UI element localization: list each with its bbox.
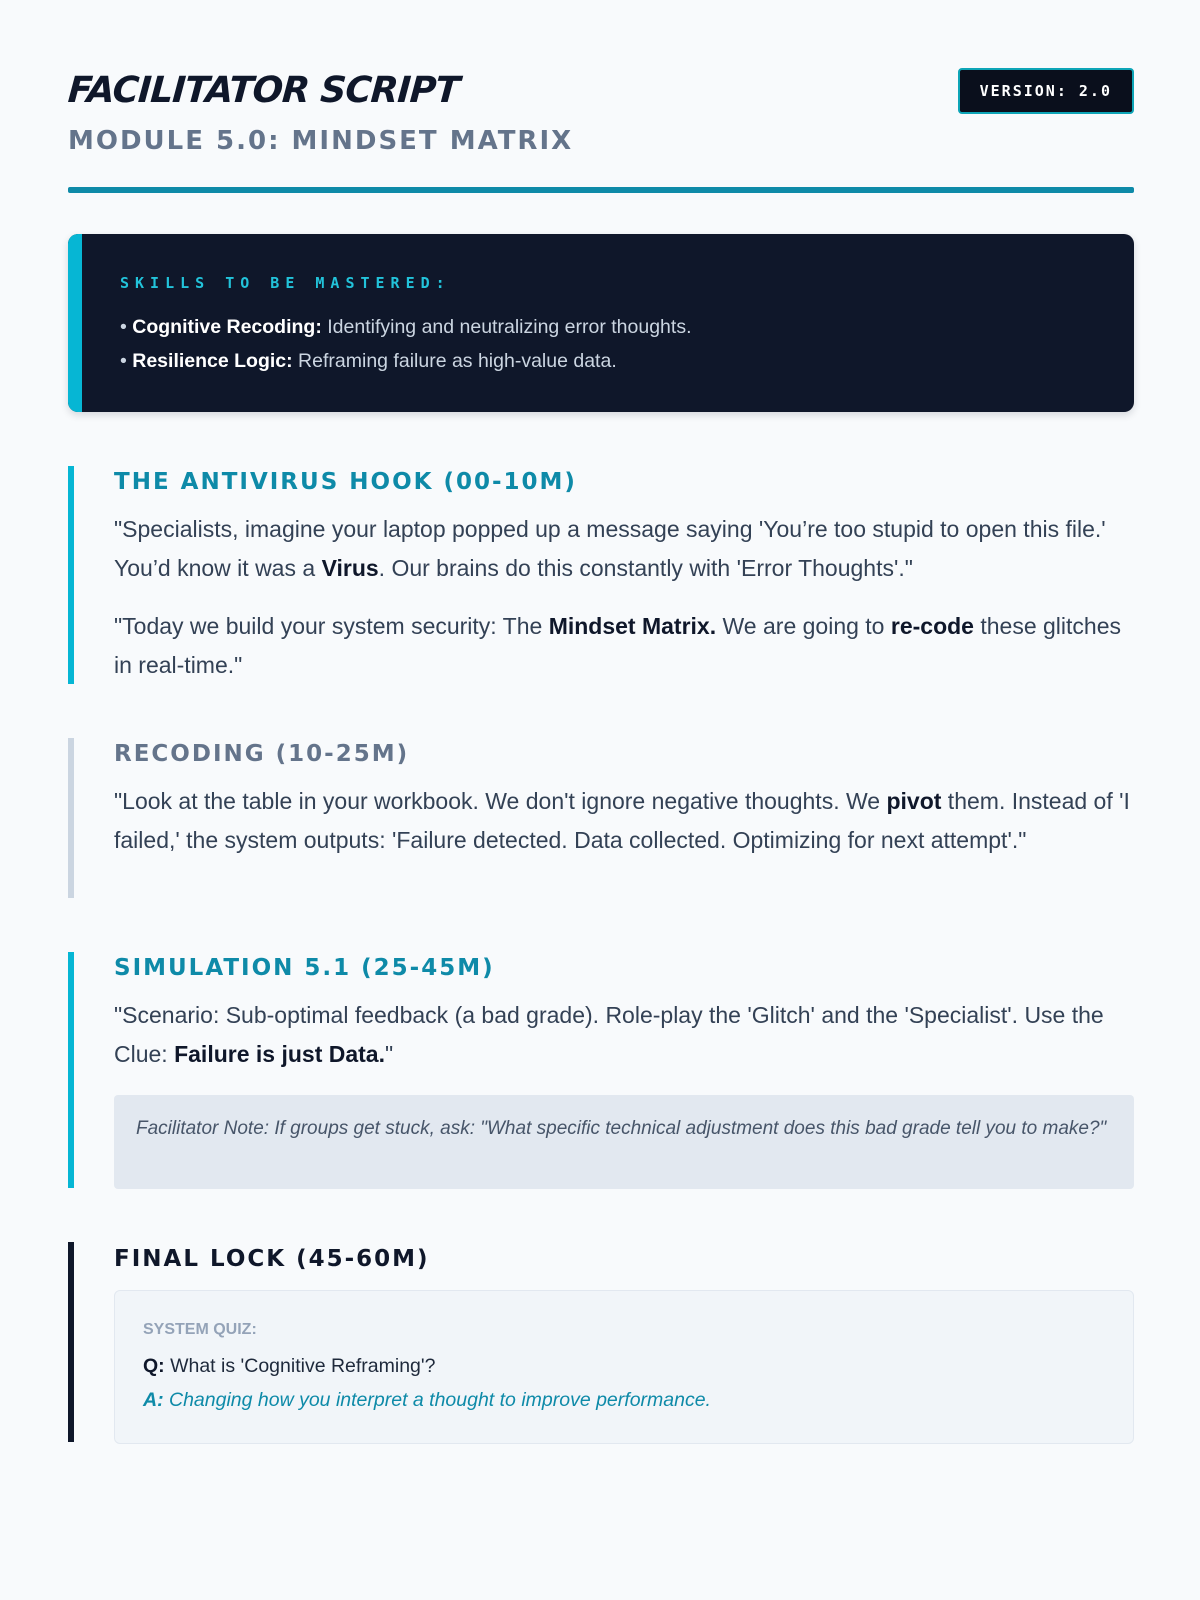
skills-panel: [68, 234, 1134, 412]
text-run: ": [385, 1040, 394, 1067]
section-simulation: [68, 952, 1134, 1188]
script-paragraph: [114, 607, 1134, 684]
quiz-label: SYSTEM QUIZ:: [143, 1321, 257, 1338]
question-prefix: Q:: [143, 1355, 165, 1377]
section-antivirus-hook: [68, 466, 1134, 684]
skills-accent-bar: [68, 234, 82, 412]
section-heading: SIMULATION 5.1 (25-45M): [114, 955, 495, 981]
section-recoding: [68, 738, 1134, 898]
skill-description: Reframing failure as high-value data.: [292, 350, 617, 372]
section-accent-bar: [68, 738, 74, 898]
text-run: "Look at the table in your workbook. We don't ignore negative thoughts. We: [114, 788, 887, 814]
question-text: What is 'Cognitive Reframing'?: [164, 1355, 436, 1377]
version-badge: VERSION: 2.0: [958, 68, 1134, 114]
section-accent-bar: [68, 466, 74, 684]
skills-heading: SKILLS TO BE MASTERED:: [120, 274, 451, 292]
bullet: •: [120, 316, 127, 338]
answer-text: Changing how you interpret a thought to improve performance.: [163, 1389, 711, 1411]
section-final-lock: [68, 1242, 1134, 1442]
document-title: FACILITATOR SCRIPT: [66, 70, 461, 111]
text-run: . Our brains do this constantly with 'Error Thoughts'.": [378, 554, 913, 581]
skill-term: Resilience Logic:: [132, 350, 293, 372]
skill-term: Cognitive Recoding:: [132, 316, 322, 338]
section-heading: FINAL LOCK (45-60M): [114, 1246, 430, 1272]
text-run: them. Instead of 'I failed,' the system outputs: 'Failure detected. Data collected. Optimizing for next attempt'.": [114, 788, 1130, 853]
emphasis: pivot: [886, 788, 942, 814]
script-paragraph: [114, 996, 1134, 1073]
emphasis: Virus: [321, 554, 379, 581]
page: [66, 0, 1134, 1411]
header-divider: [68, 187, 1134, 193]
skill-description: Identifying and neutralizing error thoughts.: [321, 316, 692, 338]
section-accent-bar: [68, 1242, 74, 1442]
skills-list: [120, 310, 692, 378]
quiz-answer: [143, 1389, 711, 1412]
facilitator-note: Facilitator Note: If groups get stuck, ask: "What specific technical adjustment does this bad grade tell you to make?": [114, 1095, 1134, 1189]
emphasis: Mindset Matrix.: [548, 613, 717, 639]
text-run: "Specialists, imagine your laptop popped up a message saying 'You’re too stupid to open this file.' You’d know it was a: [114, 516, 1106, 581]
skill-item: [120, 344, 692, 378]
skill-item: [120, 310, 692, 344]
section-heading: RECODING (10-25M): [114, 741, 410, 767]
section-heading: THE ANTIVIRUS HOOK (00-10M): [114, 469, 577, 495]
quiz-question: [143, 1355, 435, 1378]
text-run: We are going to: [716, 613, 891, 639]
answer-prefix: A:: [143, 1389, 164, 1411]
bullet: •: [120, 350, 127, 372]
text-run: "Today we build your system security: The: [114, 613, 549, 639]
script-paragraph: [114, 782, 1134, 859]
section-accent-bar: [68, 952, 74, 1188]
emphasis: re-code: [890, 613, 974, 639]
text-run: these glitches in real-time.": [114, 613, 1121, 678]
text-run: "Scenario: Sub-optimal feedback (a bad grade). Role-play the 'Glitch' and the 'Specialist'. Use the Clue:: [114, 1002, 1104, 1067]
emphasis: Failure is just Data.: [174, 1040, 385, 1067]
system-quiz-box: [114, 1290, 1134, 1444]
header: [68, 0, 1134, 196]
module-subtitle: MODULE 5.0: MINDSET MATRIX: [68, 126, 574, 156]
script-paragraph: [114, 510, 1134, 587]
